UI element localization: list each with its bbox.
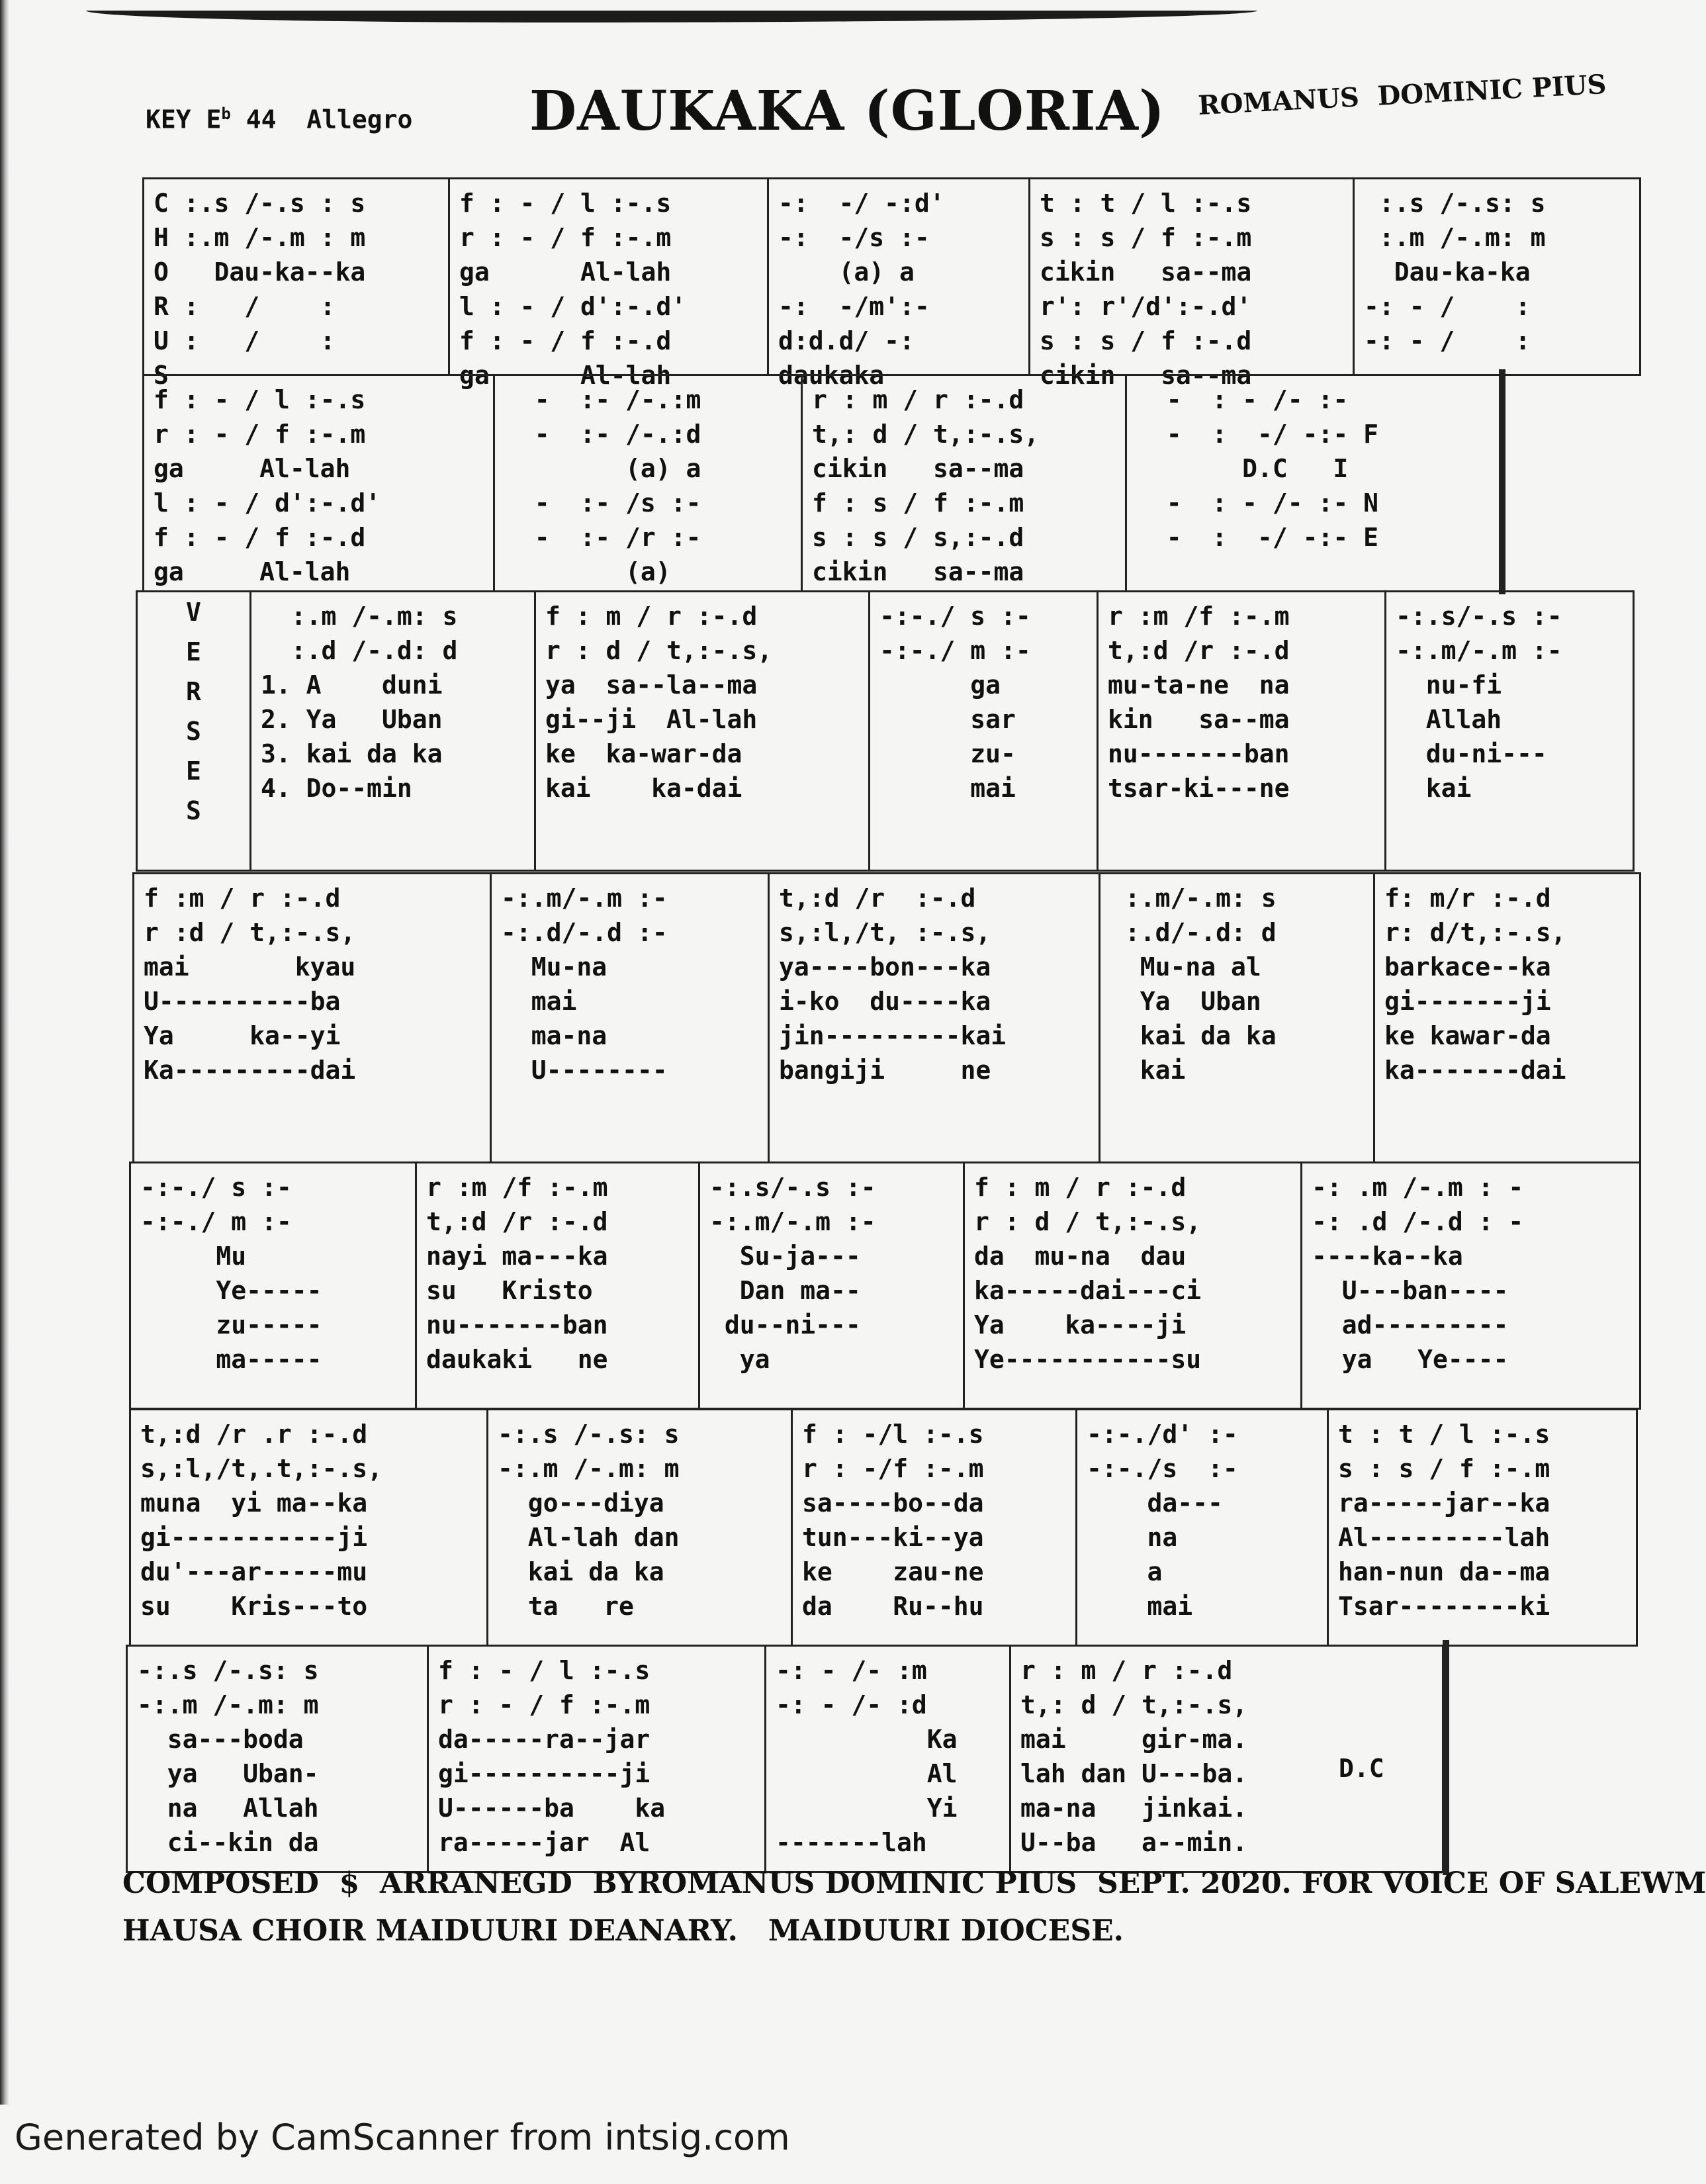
row6-cell-4: -:-./d' :- -:-./s :- da--- na a mai xyxy=(1077,1410,1329,1645)
row7-thick-border xyxy=(1443,1640,1449,1875)
row5-cell-1: -:-./ s :- -:-./ m :- Mu Ye----- zu----- ma----- xyxy=(131,1163,417,1408)
row5-cell-3: -:.s/-.s :- -:.m/-.m :- Su-ja--- Dan ma-- du--ni--- ya xyxy=(700,1163,965,1408)
row3-cell-5: r :m /f :-.m t,:d /r :-.d mu-ta-ne na kin sa--ma nu-------ban tsar-ki---ne xyxy=(1099,592,1386,870)
row4-cell-1: f :m / r :-.d r :d / t,:-.s, mai kyau U----------ba Ya ka--yi Ka---------dai xyxy=(134,874,492,1161)
row5-cell-4: f : m / r :-.d r : d / t,:-.s, da mu-na dau ka-----dai---ci Ya ka----ji Ye-----------su xyxy=(965,1163,1302,1408)
music-row-2 xyxy=(142,374,1502,592)
row3-cell-2: :.m /-.m: s :.d /-.d: d 1. A duni 2. Ya Uban 3. kai da ka 4. Do--min xyxy=(251,592,536,870)
row7-cell-2: f : - / l :-.s r : - / f :-.m da-----ra--jar gi----------ji U------ba ka ra-----jar Al xyxy=(429,1647,766,1871)
row1-cell-2: f : - / l :-.s r : - / f :-.m ga Al-lah l : - / d':-.d' f : - / f :-.d ga Al-lah xyxy=(450,179,769,374)
row2-thick-border xyxy=(1499,369,1505,594)
row4-cell-5: f: m/r :-.d r: d/t,:-.s, barkace--ka gi-------ji ke kawar-da ka-------dai xyxy=(1384,884,1566,1085)
row6-cell-3: f : -/l :-.s r : -/f :-.m sa----bo--da tun---ki--ya ke zau-ne da Ru--hu xyxy=(793,1410,1077,1645)
row5-cell-5: -: .m /-.m : - -: .d /-.d : - ----ka--ka U---ban---- ad--------- ya Ye---- xyxy=(1312,1173,1524,1374)
row4-cell-3: t,:d /r :-.d s,:l,/t, :-.s, ya----bon---ka i-ko du----ka jin---------kai bangiji ne xyxy=(770,874,1100,1161)
music-row-3 xyxy=(136,590,1635,872)
camscanner-watermark: Generated by CamScanner from intsig.com xyxy=(15,2116,790,2158)
music-row-7 xyxy=(126,1645,1446,1873)
row1-cell-5: :.s /-.s: s :.m /-.m: m Dau-ka-ka -: - / : -: - / : xyxy=(1364,189,1546,355)
row7-cell-3: -: - /- :m -: - /- :d Ka Al Yi -------lah xyxy=(766,1647,1011,1871)
composer-name: ROMANUS DOMINIC PIUS xyxy=(1197,68,1607,122)
music-row-4 xyxy=(132,872,1641,1163)
song-title: DAUKAKA (GLORIA) xyxy=(529,79,1165,143)
footer-line-2: HAUSA CHOIR MAIDUURI DEANARY. MAIDUURI DIOCESE. xyxy=(122,1914,1124,1948)
row1-cell-chorus xyxy=(144,179,450,390)
row2-cell-3: r : m / r :-.d t,: d / t,:-.s, cikin sa--ma f : s / f :-.m s : s / s,:-.d cikin sa--ma xyxy=(803,376,1127,590)
composer-footer xyxy=(122,1860,1706,1955)
row4-cell-2: -:.m/-.m :- -:.d/-.d :- Mu-na mai ma-na U-------- xyxy=(492,874,770,1161)
row6-cell-2: -:.s /-.s: s -:.m /-.m: m go---diya Al-lah dan kai da ka ta re xyxy=(488,1410,793,1645)
row1-cell-3: -: -/ -:d' -: -/s :- (a) a -: -/m':- d:d.d/ -: daukaka xyxy=(769,179,1030,374)
row5-cell-2: r :m /f :-.m t,:d /r :-.d nayi ma---ka su Kristo nu-------ban daukaki ne xyxy=(417,1163,700,1408)
page-header xyxy=(139,66,1628,152)
music-row-6 xyxy=(129,1408,1638,1647)
row2-cell-fine: - : - /- :- - : -/ -:- F D.C I - : - /- :- N - : -/ -:- E xyxy=(1136,385,1379,552)
scan-left-edge xyxy=(0,0,9,2105)
row7-cell-4: r : m / r :-.d t,: d / t,:-.s, mai gir-ma. lah dan U---ba. ma-na jinkai. U--ba a--min. xyxy=(1011,1647,1444,1871)
row1-cell-1-lines: C :.s /-.s : s H :.m /-.m : m O Dau-ka--ka R : / : U : / : S xyxy=(154,189,366,390)
row6-cell-1: t,:d /r .r :-.d s,:l,/t,.t,:-.s, muna yi ma--ka gi-----------ji du'---ar-----mu su Kris---to xyxy=(131,1410,488,1645)
row7-cell-1: -:.s /-.s: s -:.m /-.m: m sa---boda ya Uban- na Allah ci--kin da xyxy=(128,1647,429,1871)
final-dc-mark: D.C xyxy=(1339,1754,1384,1783)
row1-cell-4: t : t / l :-.s s : s / f :-.m cikin sa--ma r': r'/d':-.d' s : s / f :-.d cikin sa--ma xyxy=(1030,179,1355,374)
music-row-1 xyxy=(142,177,1641,390)
row3-cell-6: -:.s/-.s :- -:.m/-.m :- nu-fi Allah du-ni--- kai xyxy=(1396,602,1562,803)
footer-line-1: COMPOSED $ ARRANEGD BYROMANUS DOMINIC PIUS SEPT. 2020. FOR VOICE OF SALEWM xyxy=(122,1866,1706,1900)
key-tempo: KEY $E^b$ 44 Allegro xyxy=(146,105,413,134)
row3-cell-verses-label: V E R S E S xyxy=(138,592,251,870)
scan-top-shadow xyxy=(86,11,1257,23)
row6-cell-5: t : t / l :-.s s : s / f :-.m ra-----jar--ka Al---------lah han-nun da--ma Tsar--------ki xyxy=(1338,1420,1550,1621)
row3-cell-3: f : m / r :-.d r : d / t,:-.s, ya sa--la--ma gi--ji Al-lah ke ka-war-da kai ka-dai xyxy=(536,592,870,870)
music-row-5 xyxy=(129,1161,1641,1410)
row3-cell-4: -:-./ s :- -:-./ m :- ga sar zu- mai xyxy=(870,592,1099,870)
row2-cell-2: - :- /-.:m - :- /-.:d (a) a - :- /s :- - :- /r :- (a) xyxy=(495,376,803,590)
row2-cell-1: f : - / l :-.s r : - / f :-.m ga Al-lah l : - / d':-.d' f : - / f :-.d ga Al-lah xyxy=(144,376,495,590)
row4-cell-4: :.m/-.m: s :.d/-.d: d Mu-na al Ya Uban kai da ka kai xyxy=(1100,874,1375,1161)
